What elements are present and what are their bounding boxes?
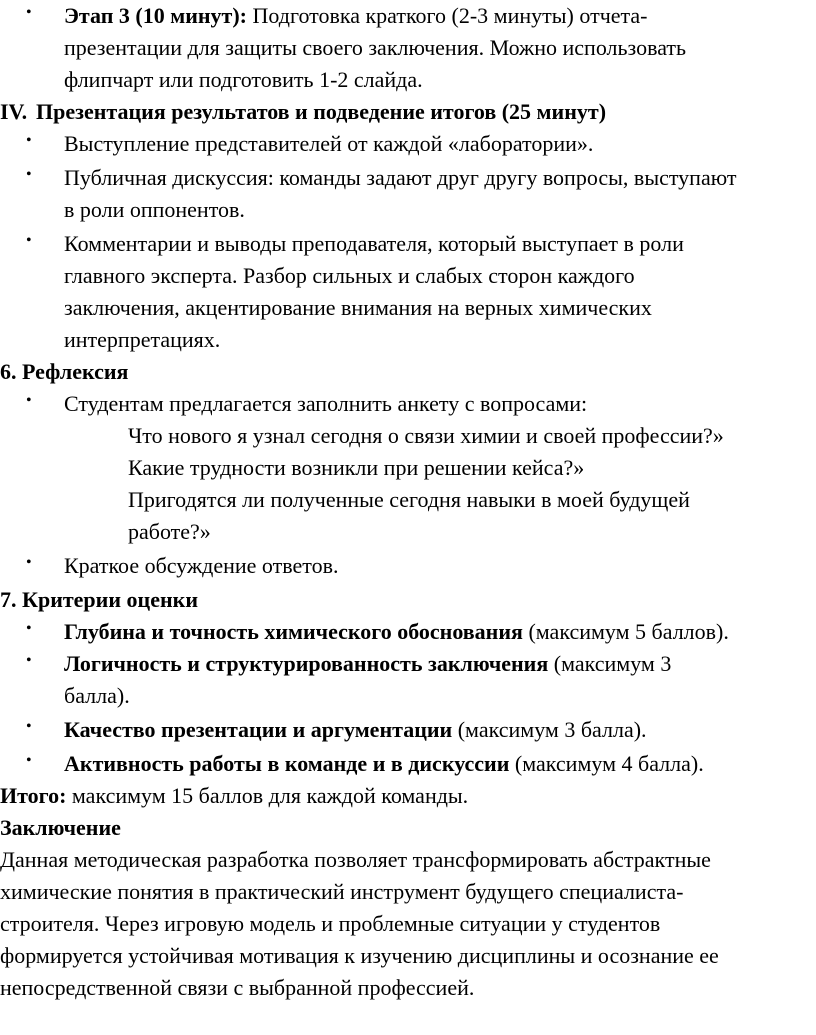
bullet: •: [26, 652, 32, 669]
stage3-line-3: флипчарт или подготовить 1-2 слайда.: [64, 67, 423, 92]
criteria-title: 7. Критерии оценки: [0, 587, 198, 612]
section4-item-2-line-1: Публичная дискуссия: команды задают друг другу вопросы, выступают: [64, 165, 737, 190]
bullet: •: [26, 620, 32, 637]
stage3-label: Этап 3 (10 минут):: [64, 3, 248, 28]
criteria-item-2: Логичность и структурированность заключения (максимум 3: [64, 651, 672, 676]
criteria-item-1: Глубина и точность химического обоснования (максимум 5 баллов).: [64, 619, 729, 644]
conclusion-title: Заключение: [0, 815, 121, 840]
criteria-item-3: Качество презентации и аргументации (максимум 3 балла).: [64, 717, 647, 742]
section4-item-1: Выступление представителей от каждой «лаборатории».: [64, 131, 594, 156]
section4-item-2-line-2: в роли оппонентов.: [64, 197, 245, 222]
bullet: •: [26, 752, 32, 769]
bullet: •: [26, 132, 32, 149]
conclusion-line-4: формируется устойчивая мотивация к изучению дисциплины и осознание ее: [0, 943, 719, 968]
bullet: •: [26, 718, 32, 735]
bullet: •: [26, 392, 32, 409]
stage3-line-1: [64, 0, 648, 32]
bullet: •: [26, 4, 32, 21]
criteria-total: Итого: максимум 15 баллов для каждой команды.: [0, 783, 469, 808]
conclusion-line-1: Данная методическая разработка позволяет трансформировать абстрактные: [0, 847, 711, 872]
criteria-item-4: Активность работы в команде и в дискуссии (максимум 4 балла).: [64, 751, 704, 776]
conclusion-line-3: строителя. Через игровую модель и проблемные ситуации у студентов: [0, 911, 661, 936]
reflection-discussion: Краткое обсуждение ответов.: [64, 553, 339, 578]
section4-numeral: IV.: [0, 99, 28, 124]
section4-title: Презентация результатов и подведение итогов (25 минут): [36, 99, 607, 124]
criteria-item-2-cont: балла).: [64, 683, 130, 708]
reflection-question-1: Что нового я узнал сегодня о связи химии и своей профессии?»: [128, 423, 724, 448]
stage3-text: Подготовка краткого (2-3 минуты) отчета-: [247, 3, 648, 28]
conclusion-line-5: непосредственной связи с выбранной профессией.: [0, 975, 475, 1000]
section4-item-3-line-2: главного эксперта. Разбор сильных и слабых сторон каждого: [64, 263, 635, 288]
reflection-question-3-cont: работе?»: [128, 519, 211, 544]
stage3-line-2: презентации для защиты своего заключения. Можно использовать: [64, 35, 687, 60]
bullet: •: [26, 554, 32, 571]
reflection-intro: Студентам предлагается заполнить анкету с вопросами:: [64, 391, 588, 416]
section4-item-3-line-3: заключения, акцентирование внимания на верных химических: [64, 295, 652, 320]
reflection-title: 6. Рефлексия: [0, 359, 129, 384]
bullet: •: [26, 166, 32, 183]
conclusion-line-2: химические понятия в практический инструмент будущего специалиста-: [0, 879, 684, 904]
reflection-question-2: Какие трудности возникли при решении кейса?»: [128, 455, 585, 480]
section4-item-3-line-1: Комментарии и выводы преподавателя, который выступает в роли: [64, 231, 684, 256]
reflection-question-3: Пригодятся ли полученные сегодня навыки в моей будущей: [128, 487, 690, 512]
bullet: •: [26, 232, 32, 249]
section4-item-3-line-4: интерпретациях.: [64, 327, 221, 352]
